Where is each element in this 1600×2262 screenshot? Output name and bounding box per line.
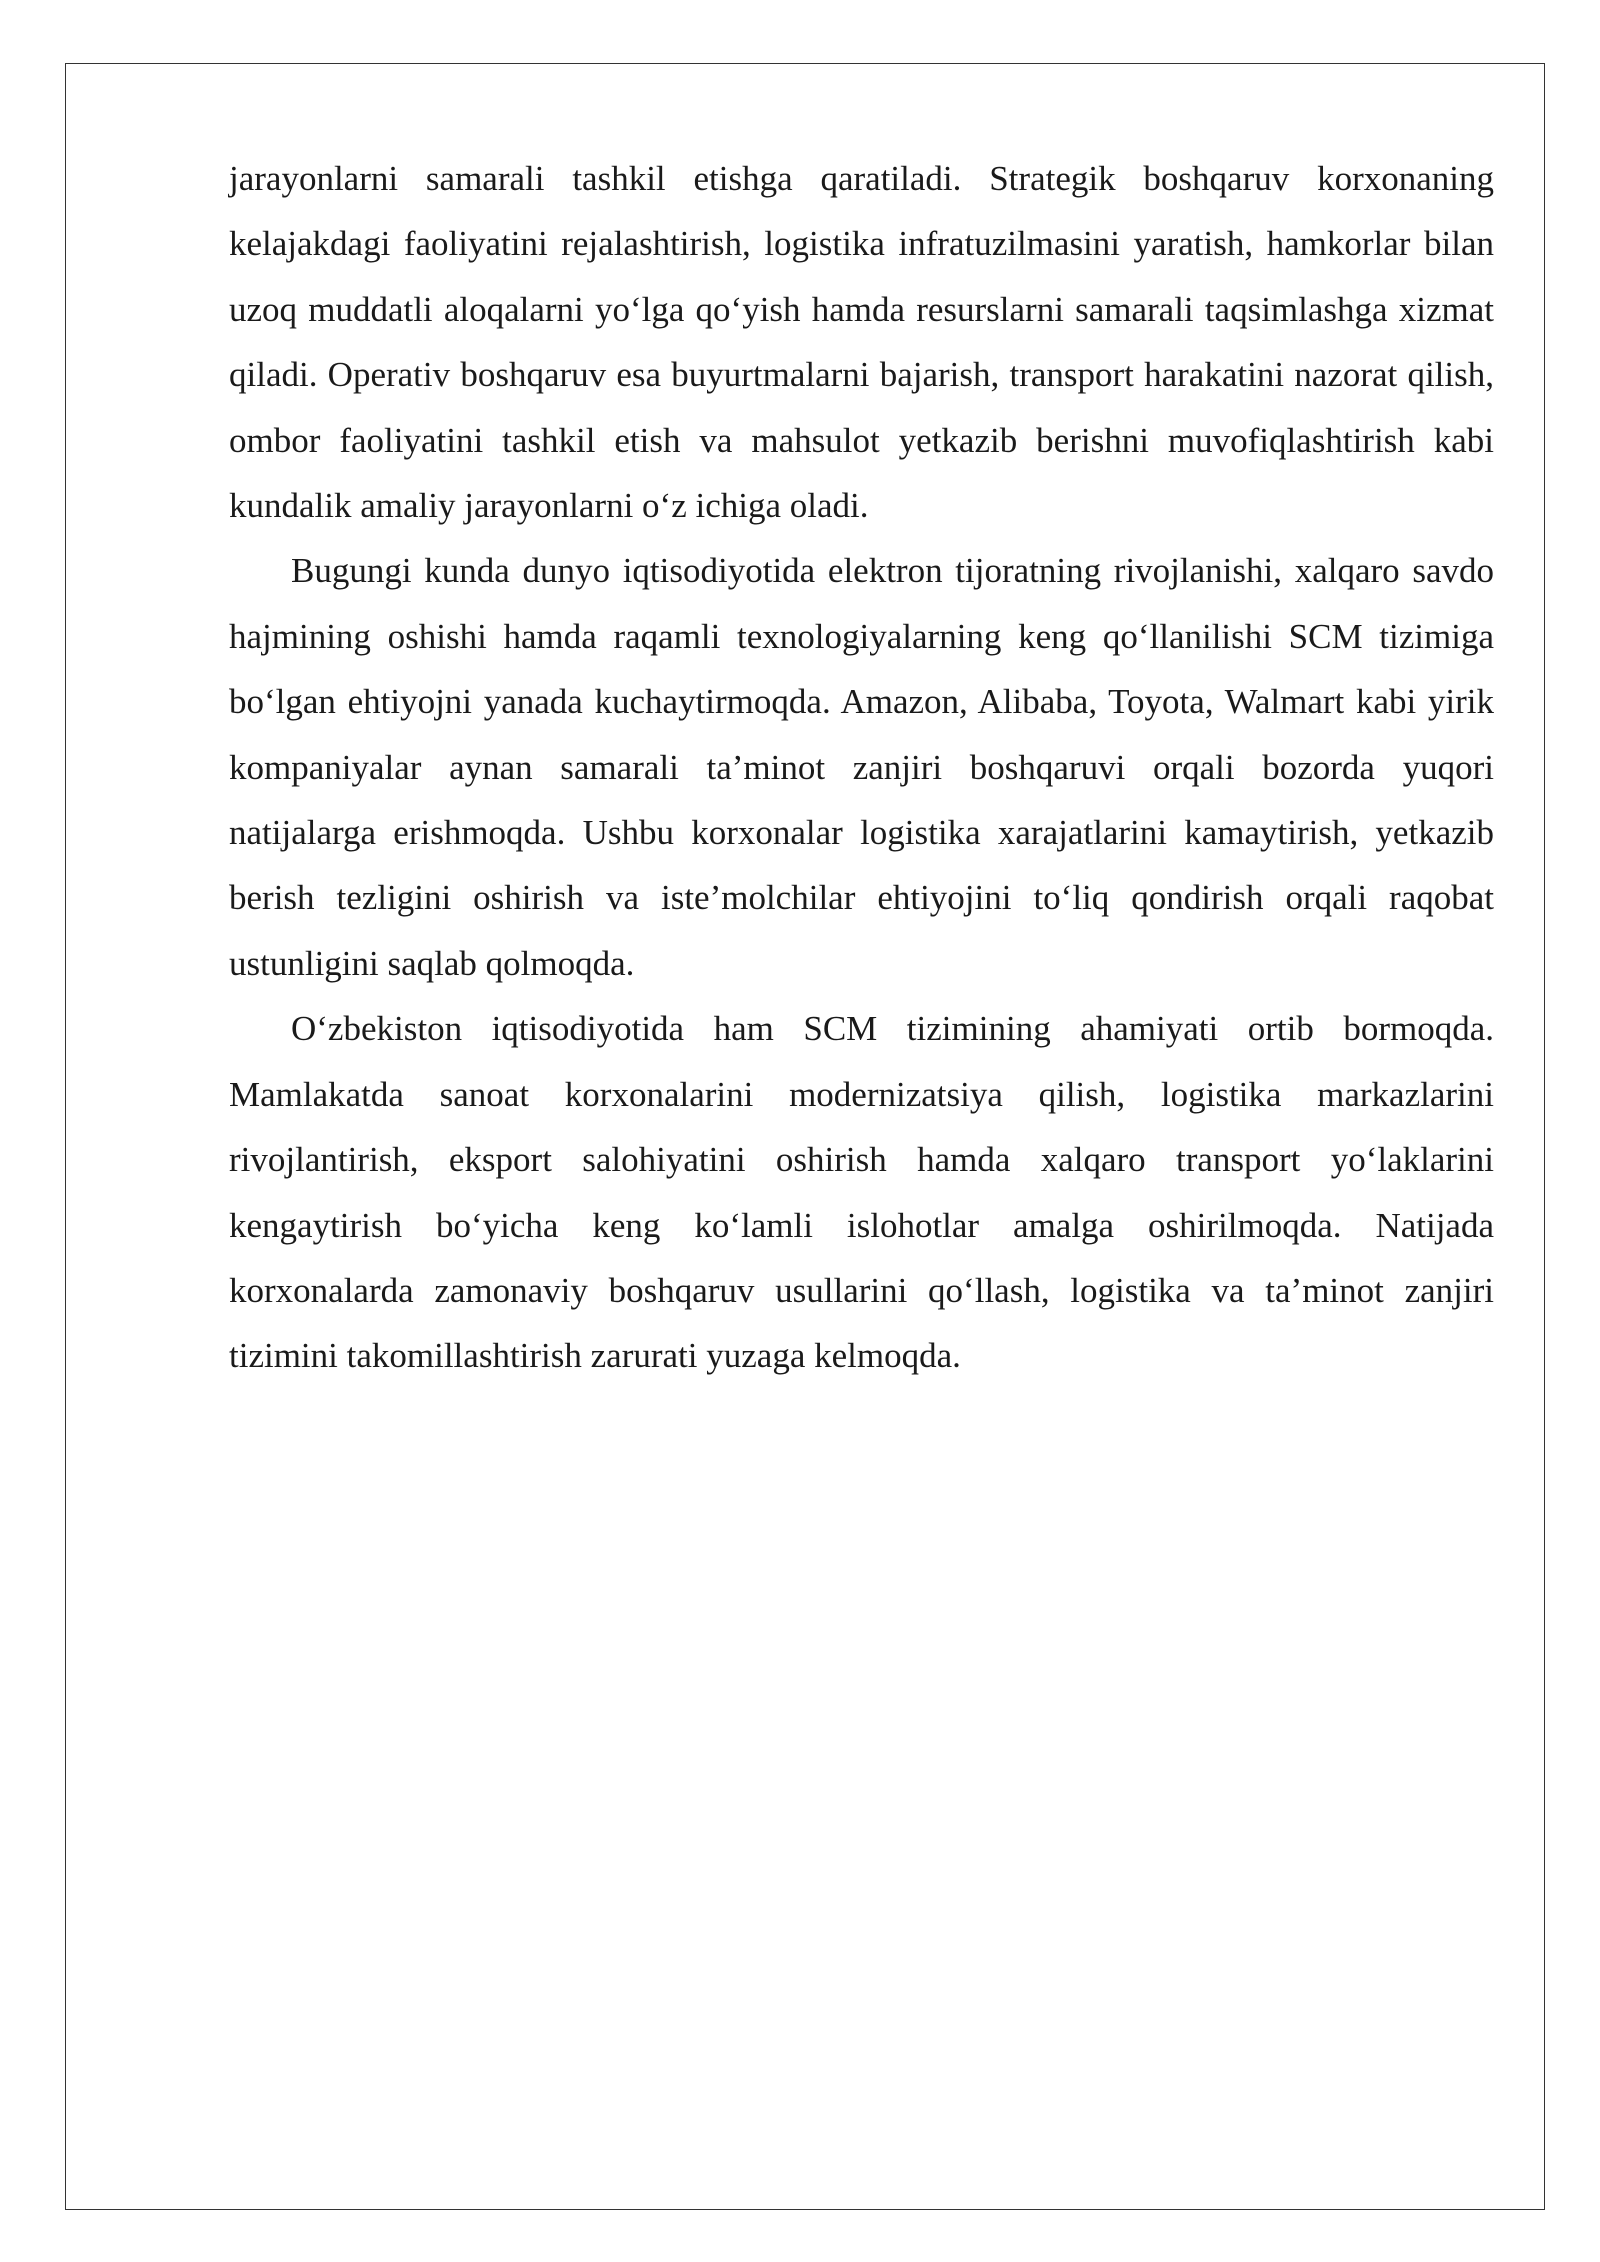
paragraph-1: jarayonlarni samarali tashkil etishga qaratiladi. Strategik boshqaruv korxonaning kelajakdagi faoliyatini rejalashtirish, logistika infratuzilmasini yaratish, hamkorlar bilan uzoq muddatli aloqalarni yo‘lga qo‘yish hamda resurslarni samarali taqsimlashga xizmat qiladi. Operativ boshqaruv esa buyurtmalarni bajarish, transport harakatini nazorat qilish, ombor faoliyatini tashkil etish va mahsulot yetkazib berishni muvofiqlashtirish kabi kundalik amaliy jarayonlarni o‘z ichiga oladi. bbox=[229, 159, 1494, 526]
paragraph-3: O‘zbekiston iqtisodiyotida ham SCM tizimining ahamiyati ortib bormoqda. Mamlakatda sanoat korxonalarini modernizatsiya qilish, logistika markazlarini rivojlantirish, eksport salohiyatini oshirish hamda xalqaro transport yo‘laklarini kengaytirish bo‘yicha keng ko‘lamli islohotlar amalga oshirilmoqda. Natijada korxonalarda zamonaviy boshqaruv usullarini qo‘llash, logistika va ta’minot zanjiri tizimini takomillashtirish zarurati yuzaga kelmoqda. bbox=[229, 1009, 1494, 1376]
document-body bbox=[229, 146, 1494, 1389]
paragraph-2: Bugungi kunda dunyo iqtisodiyotida elektron tijoratning rivojlanishi, xalqaro savdo hajmining oshishi hamda raqamli texnologiyalarning keng qo‘llanilishi SCM tizimiga bo‘lgan ehtiyojni yanada kuchaytirmoqda. Amazon, Alibaba, Toyota, Walmart kabi yirik kompaniyalar aynan samarali ta’minot zanjiri boshqaruvi orqali bozorda yuqori natijalarga erishmoqda. Ushbu korxonalar logistika xarajatlarini kamaytirish, yetkazib berish tezligini oshirish va iste’molchilar ehtiyojini to‘liq qondirish orqali raqobat ustunligini saqlab qolmoqda. bbox=[229, 551, 1494, 983]
